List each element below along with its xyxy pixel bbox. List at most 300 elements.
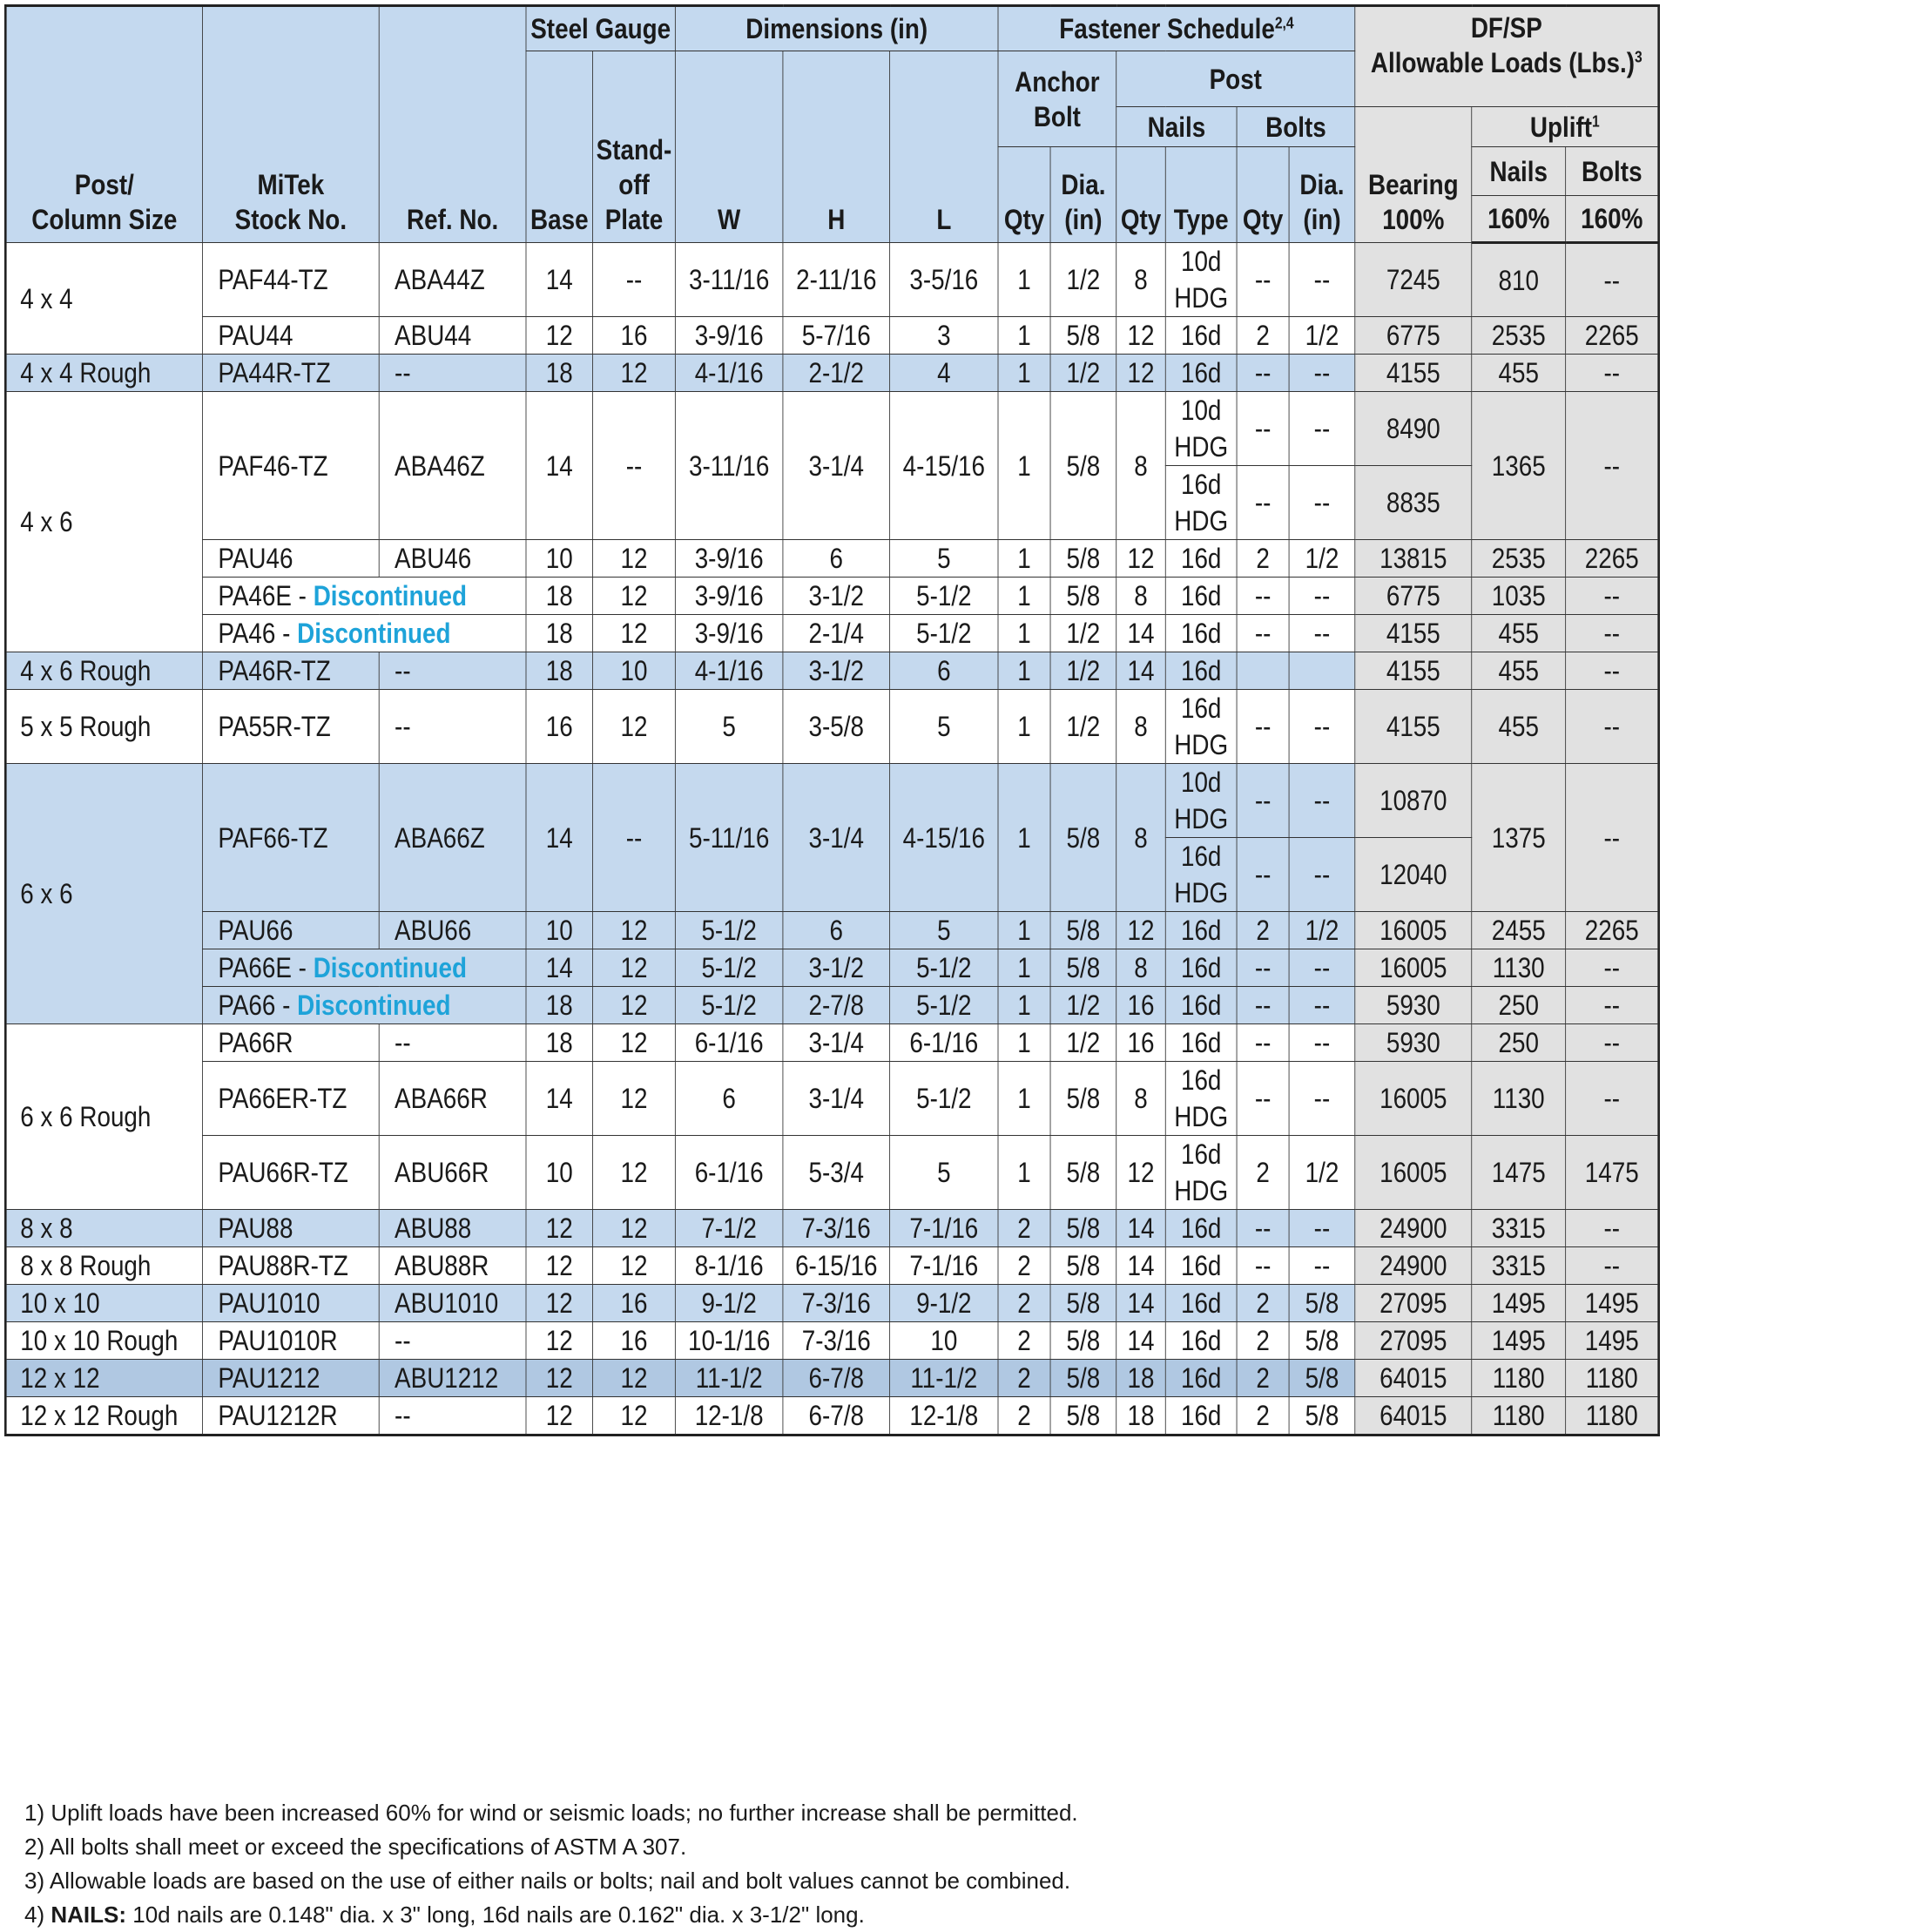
bolts-qty: 2: [1237, 1360, 1289, 1397]
uplift-nails-load: 1180: [1472, 1360, 1566, 1397]
dim-h: 5-7/16: [783, 317, 890, 355]
anchor-dia: 5/8: [1050, 1136, 1116, 1210]
standoff-gauge: 12: [593, 1024, 676, 1062]
table-row: [5, 1285, 1658, 1322]
nail-type: 16d: [1165, 578, 1237, 615]
dim-h: 6: [783, 540, 890, 578]
bearing-load: 5930: [1355, 987, 1472, 1024]
dim-w: 6-1/16: [675, 1136, 783, 1210]
nails-qty: 14: [1116, 1247, 1166, 1285]
uplift-nails-load: 1035: [1472, 578, 1566, 615]
bolts-dia: 1/2: [1289, 317, 1355, 355]
nail-type: 16d: [1165, 949, 1237, 987]
header-allowable-loads: DF/SP Allowable Loads $(Lbs.)^3$: [1355, 6, 1659, 107]
anchor-dia: 5/8: [1050, 764, 1116, 912]
dim-l: 7-1/16: [890, 1210, 998, 1247]
anchor-qty: 1: [998, 540, 1050, 578]
nail-type: 10d HDG: [1165, 764, 1237, 838]
bolts-dia: 5/8: [1289, 1397, 1355, 1435]
bolts-dia: --: [1289, 1210, 1355, 1247]
table-row: [5, 578, 1658, 615]
header-anchor-qty: Qty: [998, 147, 1050, 243]
ref-number: ABU1212: [379, 1360, 526, 1397]
stock-number: PAU1212: [203, 1360, 380, 1397]
nails-qty: 8: [1116, 690, 1166, 764]
nail-type: 16d: [1165, 540, 1237, 578]
stock-number: PA46R-TZ: [203, 652, 380, 690]
header-dimensions: Dimensions (in): [675, 6, 998, 51]
nail-type: 16d: [1165, 987, 1237, 1024]
table-row: [5, 1397, 1658, 1435]
nail-type: 16d: [1165, 1322, 1237, 1360]
stock-number: PAU1010: [203, 1285, 380, 1322]
bolts-qty: --: [1237, 355, 1289, 392]
uplift-nails-load: 1495: [1472, 1285, 1566, 1322]
dim-w: 3-9/16: [675, 317, 783, 355]
stock-number: PA66ER-TZ: [203, 1062, 380, 1136]
dim-l: 5-1/2: [890, 615, 998, 652]
ref-number: ABU46: [379, 540, 526, 578]
uplift-nails-load: 455: [1472, 652, 1566, 690]
dim-l: 5: [890, 540, 998, 578]
bolts-qty: 2: [1237, 317, 1289, 355]
bearing-load: 16005: [1355, 912, 1472, 949]
standoff-gauge: --: [593, 764, 676, 912]
table-row: [5, 949, 1658, 987]
header-stock-no: MiTek Stock No.: [203, 6, 380, 243]
footnote-2: 2) All bolts shall meet or exceed the specifications of ASTM A 307.: [24, 1834, 687, 1860]
post-column-size: 6 x 6: [5, 764, 202, 1024]
anchor-dia: 5/8: [1050, 578, 1116, 615]
bolts-dia: 1/2: [1289, 540, 1355, 578]
stock-number: PAU1212R: [203, 1397, 380, 1435]
stock-number: PAF66-TZ: [203, 764, 380, 912]
anchor-qty: 1: [998, 690, 1050, 764]
uplift-bolts-load: --: [1566, 764, 1659, 912]
stock-number: PAU66: [203, 912, 380, 949]
dim-h: 2-7/8: [783, 987, 890, 1024]
bolts-dia: --: [1289, 466, 1355, 540]
uplift-bolts-load: --: [1566, 355, 1659, 392]
standoff-gauge: 12: [593, 578, 676, 615]
bearing-load: 6775: [1355, 578, 1472, 615]
bearing-load: 6775: [1355, 317, 1472, 355]
bolts-qty: --: [1237, 578, 1289, 615]
header-ref-no: Ref. No.: [379, 6, 526, 243]
dim-w: 10-1/16: [675, 1322, 783, 1360]
uplift-nails-load: 3315: [1472, 1210, 1566, 1247]
uplift-nails-load: 1495: [1472, 1322, 1566, 1360]
ref-number: ABA66R: [379, 1062, 526, 1136]
uplift-bolts-load: --: [1566, 1062, 1659, 1136]
bolts-qty: 2: [1237, 1397, 1289, 1435]
uplift-bolts-load: 1180: [1566, 1397, 1659, 1435]
anchor-qty: 1: [998, 1062, 1050, 1136]
uplift-nails-load: 455: [1472, 615, 1566, 652]
standoff-gauge: 10: [593, 652, 676, 690]
dim-h: 2-1/4: [783, 615, 890, 652]
header-post-size: Post/ Column Size: [5, 6, 202, 243]
nails-qty: 8: [1116, 578, 1166, 615]
ref-number: ABU66R: [379, 1136, 526, 1210]
bolts-qty: --: [1237, 1210, 1289, 1247]
nails-qty: 18: [1116, 1397, 1166, 1435]
dim-l: 5: [890, 690, 998, 764]
dim-w: 5-1/2: [675, 949, 783, 987]
nail-type: 16d HDG: [1165, 466, 1237, 540]
anchor-dia: 1/2: [1050, 987, 1116, 1024]
bolts-dia: --: [1289, 578, 1355, 615]
anchor-qty: 2: [998, 1322, 1050, 1360]
bearing-load: 4155: [1355, 690, 1472, 764]
ref-number: --: [379, 1397, 526, 1435]
dim-l: 4: [890, 355, 998, 392]
anchor-dia: 1/2: [1050, 355, 1116, 392]
anchor-qty: 1: [998, 987, 1050, 1024]
dim-l: 6-1/16: [890, 1024, 998, 1062]
stock-number: PAF46-TZ: [203, 392, 380, 540]
nails-qty: 14: [1116, 652, 1166, 690]
anchor-qty: 1: [998, 355, 1050, 392]
stock-number: PA44R-TZ: [203, 355, 380, 392]
dim-l: 5-1/2: [890, 987, 998, 1024]
table-row: [5, 1062, 1658, 1136]
post-column-size: 4 x 4: [5, 243, 202, 355]
uplift-nails-load: 1130: [1472, 1062, 1566, 1136]
ref-number: ABA66Z: [379, 764, 526, 912]
table-row: [5, 243, 1658, 317]
uplift-bolts-load: --: [1566, 987, 1659, 1024]
header-anchor-bolt: Anchor Bolt: [998, 51, 1116, 147]
anchor-qty: 2: [998, 1247, 1050, 1285]
anchor-qty: 1: [998, 912, 1050, 949]
base-gauge: 12: [526, 1285, 593, 1322]
dim-h: 6-7/8: [783, 1397, 890, 1435]
uplift-bolts-load: 2265: [1566, 540, 1659, 578]
ref-number: --: [379, 652, 526, 690]
uplift-nails-load: 250: [1472, 1024, 1566, 1062]
header-steel-gauge: Steel Gauge: [526, 6, 675, 51]
nails-qty: 8: [1116, 764, 1166, 912]
uplift-bolts-load: 2265: [1566, 912, 1659, 949]
base-gauge: 16: [526, 690, 593, 764]
ref-number: --: [379, 1024, 526, 1062]
uplift-bolts-load: 1495: [1566, 1285, 1659, 1322]
base-gauge: 18: [526, 1024, 593, 1062]
dim-l: 3-5/16: [890, 243, 998, 317]
uplift-bolts-load: 1180: [1566, 1360, 1659, 1397]
anchor-qty: 1: [998, 317, 1050, 355]
bolts-qty: 2: [1237, 1285, 1289, 1322]
stock-number: PA55R-TZ: [203, 690, 380, 764]
base-gauge: 10: [526, 540, 593, 578]
bolts-qty: 2: [1237, 540, 1289, 578]
post-column-size: 4 x 4 Rough: [5, 355, 202, 392]
anchor-dia: 5/8: [1050, 1397, 1116, 1435]
bearing-load: 4155: [1355, 355, 1472, 392]
dim-l: 7-1/16: [890, 1247, 998, 1285]
header-uplift-nails-pct: 160%: [1472, 196, 1566, 243]
base-gauge: 12: [526, 1210, 593, 1247]
dim-h: 3-1/4: [783, 1024, 890, 1062]
ref-number: --: [379, 1322, 526, 1360]
ref-number: ABU88R: [379, 1247, 526, 1285]
bolts-dia: --: [1289, 1062, 1355, 1136]
table-row: [5, 912, 1658, 949]
nails-qty: 8: [1116, 949, 1166, 987]
nail-type: 16d: [1165, 652, 1237, 690]
post-column-size: 8 x 8: [5, 1210, 202, 1247]
bolts-qty: --: [1237, 690, 1289, 764]
dim-h: 3-5/8: [783, 690, 890, 764]
nails-qty: 14: [1116, 615, 1166, 652]
bolts-dia: [1289, 652, 1355, 690]
uplift-bolts-load: 1495: [1566, 1322, 1659, 1360]
bearing-load: 10870: [1355, 764, 1472, 838]
header-base: Base: [526, 51, 593, 243]
bolts-dia: --: [1289, 615, 1355, 652]
stock-number: PAU46: [203, 540, 380, 578]
stock-number: PA46E - Discontinued: [203, 578, 526, 615]
dim-l: 5-1/2: [890, 949, 998, 987]
bolts-dia: --: [1289, 949, 1355, 987]
uplift-bolts-load: --: [1566, 243, 1659, 317]
post-column-size: 4 x 6: [5, 392, 202, 652]
ref-number: --: [379, 355, 526, 392]
standoff-gauge: 12: [593, 355, 676, 392]
post-base-load-table: [4, 4, 1660, 1436]
uplift-nails-load: 2535: [1472, 540, 1566, 578]
bolts-qty: --: [1237, 466, 1289, 540]
bolts-qty: [1237, 652, 1289, 690]
nail-type: 16d: [1165, 1360, 1237, 1397]
ref-number: ABU1010: [379, 1285, 526, 1322]
standoff-gauge: --: [593, 243, 676, 317]
nail-type: 10d HDG: [1165, 392, 1237, 466]
table-row: [5, 1210, 1658, 1247]
nail-type: 16d HDG: [1165, 838, 1237, 912]
table-row: [5, 1247, 1658, 1285]
uplift-nails-load: 2535: [1472, 317, 1566, 355]
header-uplift-bolts: Bolts: [1566, 147, 1659, 196]
dim-w: 3-9/16: [675, 540, 783, 578]
bolts-qty: --: [1237, 243, 1289, 317]
dim-w: 5-1/2: [675, 912, 783, 949]
dim-h: 3-1/4: [783, 764, 890, 912]
table-row: [5, 652, 1658, 690]
standoff-gauge: 12: [593, 949, 676, 987]
footnote-1: 1) Uplift loads have been increased 60% for wind or seismic loads; no further increase shall be permitted.: [24, 1800, 1078, 1826]
base-gauge: 12: [526, 1360, 593, 1397]
anchor-dia: 5/8: [1050, 1285, 1116, 1322]
standoff-gauge: 12: [593, 987, 676, 1024]
table-row: [5, 1322, 1658, 1360]
anchor-qty: 2: [998, 1210, 1050, 1247]
table-row: [5, 317, 1658, 355]
anchor-dia: 5/8: [1050, 1322, 1116, 1360]
uplift-nails-load: 2455: [1472, 912, 1566, 949]
bearing-load: 64015: [1355, 1397, 1472, 1435]
bearing-load: 5930: [1355, 1024, 1472, 1062]
standoff-gauge: 12: [593, 1136, 676, 1210]
standoff-gauge: 16: [593, 317, 676, 355]
bolts-dia: --: [1289, 764, 1355, 838]
uplift-nails-load: 1375: [1472, 764, 1566, 912]
uplift-bolts-load: 2265: [1566, 317, 1659, 355]
bearing-load: 64015: [1355, 1360, 1472, 1397]
dim-w: 12-1/8: [675, 1397, 783, 1435]
header-fastener-schedule: Fastener Schedule$^{2,4}$: [998, 6, 1355, 51]
uplift-nails-load: 1180: [1472, 1397, 1566, 1435]
ref-number: ABA46Z: [379, 392, 526, 540]
header-anchor-dia: Dia. (in): [1050, 147, 1116, 243]
anchor-qty: 1: [998, 1136, 1050, 1210]
table-row: [5, 1024, 1658, 1062]
anchor-qty: 1: [998, 949, 1050, 987]
bolts-dia: --: [1289, 838, 1355, 912]
standoff-gauge: 12: [593, 540, 676, 578]
bolts-dia: --: [1289, 1247, 1355, 1285]
bearing-load: 27095: [1355, 1285, 1472, 1322]
dim-w: 5: [675, 690, 783, 764]
uplift-bolts-load: --: [1566, 949, 1659, 987]
base-gauge: 18: [526, 987, 593, 1024]
dim-l: 6: [890, 652, 998, 690]
nail-type: 16d: [1165, 615, 1237, 652]
nail-type: 16d: [1165, 317, 1237, 355]
bearing-load: 16005: [1355, 1136, 1472, 1210]
bolts-qty: --: [1237, 949, 1289, 987]
ref-number: ABU66: [379, 912, 526, 949]
dim-h: 2-11/16: [783, 243, 890, 317]
post-column-size: 12 x 12 Rough: [5, 1397, 202, 1435]
dim-l: 5-1/2: [890, 1062, 998, 1136]
bearing-load: 24900: [1355, 1247, 1472, 1285]
anchor-qty: 1: [998, 764, 1050, 912]
post-column-size: 4 x 6 Rough: [5, 652, 202, 690]
uplift-nails-load: 455: [1472, 690, 1566, 764]
discontinued-label: Discontinued: [313, 580, 468, 611]
uplift-bolts-load: 1475: [1566, 1136, 1659, 1210]
header-uplift: Uplift$^1$: [1472, 107, 1659, 147]
uplift-nails-load: 1130: [1472, 949, 1566, 987]
nails-qty: 12: [1116, 540, 1166, 578]
dim-w: 5-11/16: [675, 764, 783, 912]
dim-h: 3-1/2: [783, 578, 890, 615]
dim-l: 4-15/16: [890, 392, 998, 540]
header-nails-qty: Qty: [1116, 147, 1166, 243]
dim-h: 5-3/4: [783, 1136, 890, 1210]
bolts-qty: --: [1237, 1247, 1289, 1285]
bolts-dia: --: [1289, 690, 1355, 764]
stock-number: PA46 - Discontinued: [203, 615, 526, 652]
nails-qty: 14: [1116, 1285, 1166, 1322]
dim-w: 7-1/2: [675, 1210, 783, 1247]
uplift-nails-load: 455: [1472, 355, 1566, 392]
uplift-nails-load: 1365: [1472, 392, 1566, 540]
uplift-bolts-load: --: [1566, 1024, 1659, 1062]
base-gauge: 18: [526, 615, 593, 652]
dim-l: 5: [890, 1136, 998, 1210]
nail-type: 16d HDG: [1165, 690, 1237, 764]
bolts-qty: --: [1237, 1024, 1289, 1062]
bolts-qty: --: [1237, 392, 1289, 466]
header-uplift-nails: Nails: [1472, 147, 1566, 196]
stock-number: PAU66R-TZ: [203, 1136, 380, 1210]
uplift-bolts-load: --: [1566, 615, 1659, 652]
anchor-qty: 1: [998, 1024, 1050, 1062]
bolts-qty: --: [1237, 764, 1289, 838]
ref-number: ABU88: [379, 1210, 526, 1247]
bearing-load: 27095: [1355, 1322, 1472, 1360]
discontinued-label: Discontinued: [297, 990, 451, 1021]
dim-h: 2-1/2: [783, 355, 890, 392]
dim-l: 5: [890, 912, 998, 949]
post-column-size: 5 x 5 Rough: [5, 690, 202, 764]
table-body: [5, 243, 1658, 1435]
nails-qty: 16: [1116, 1024, 1166, 1062]
table-row: [5, 1360, 1658, 1397]
bearing-load: 4155: [1355, 652, 1472, 690]
base-gauge: 18: [526, 652, 593, 690]
header-post-bolts: Bolts: [1237, 107, 1355, 147]
bolts-dia: 1/2: [1289, 1136, 1355, 1210]
base-gauge: 14: [526, 764, 593, 912]
dim-l: 12-1/8: [890, 1397, 998, 1435]
stock-number: PA66 - Discontinued: [203, 987, 526, 1024]
bolts-dia: 1/2: [1289, 912, 1355, 949]
dim-w: 3-11/16: [675, 243, 783, 317]
uplift-nails-load: 810: [1472, 243, 1566, 317]
base-gauge: 18: [526, 355, 593, 392]
uplift-bolts-load: --: [1566, 652, 1659, 690]
footnote-3: 3) Allowable loads are based on the use of either nails or bolts; nail and bolt values cannot be combined.: [24, 1868, 1071, 1894]
base-gauge: 18: [526, 578, 593, 615]
base-gauge: 14: [526, 392, 593, 540]
stock-number: PAU44: [203, 317, 380, 355]
bolts-qty: --: [1237, 987, 1289, 1024]
nails-qty: 8: [1116, 243, 1166, 317]
anchor-dia: 5/8: [1050, 1247, 1116, 1285]
dim-l: 9-1/2: [890, 1285, 998, 1322]
table-row: [5, 764, 1658, 838]
header-bolts-dia: Dia. (in): [1289, 147, 1355, 243]
ref-number: ABU44: [379, 317, 526, 355]
dim-w: 3-9/16: [675, 578, 783, 615]
bolts-dia: --: [1289, 243, 1355, 317]
dim-w: 11-1/2: [675, 1360, 783, 1397]
dim-w: 3-9/16: [675, 615, 783, 652]
ref-number: ABA44Z: [379, 243, 526, 317]
base-gauge: 10: [526, 1136, 593, 1210]
bolts-dia: 5/8: [1289, 1360, 1355, 1397]
uplift-bolts-load: --: [1566, 578, 1659, 615]
post-column-size: 10 x 10 Rough: [5, 1322, 202, 1360]
bolts-dia: --: [1289, 1024, 1355, 1062]
nail-type: 16d HDG: [1165, 1062, 1237, 1136]
nails-qty: 12: [1116, 355, 1166, 392]
anchor-dia: 1/2: [1050, 690, 1116, 764]
table-row: [5, 540, 1658, 578]
header-bearing: Bearing 100%: [1355, 107, 1472, 243]
dim-w: 8-1/16: [675, 1247, 783, 1285]
dim-h: 7-3/16: [783, 1322, 890, 1360]
nail-type: 16d: [1165, 1210, 1237, 1247]
uplift-bolts-load: --: [1566, 1247, 1659, 1285]
uplift-nails-load: 250: [1472, 987, 1566, 1024]
uplift-bolts-load: --: [1566, 392, 1659, 540]
anchor-dia: 1/2: [1050, 652, 1116, 690]
